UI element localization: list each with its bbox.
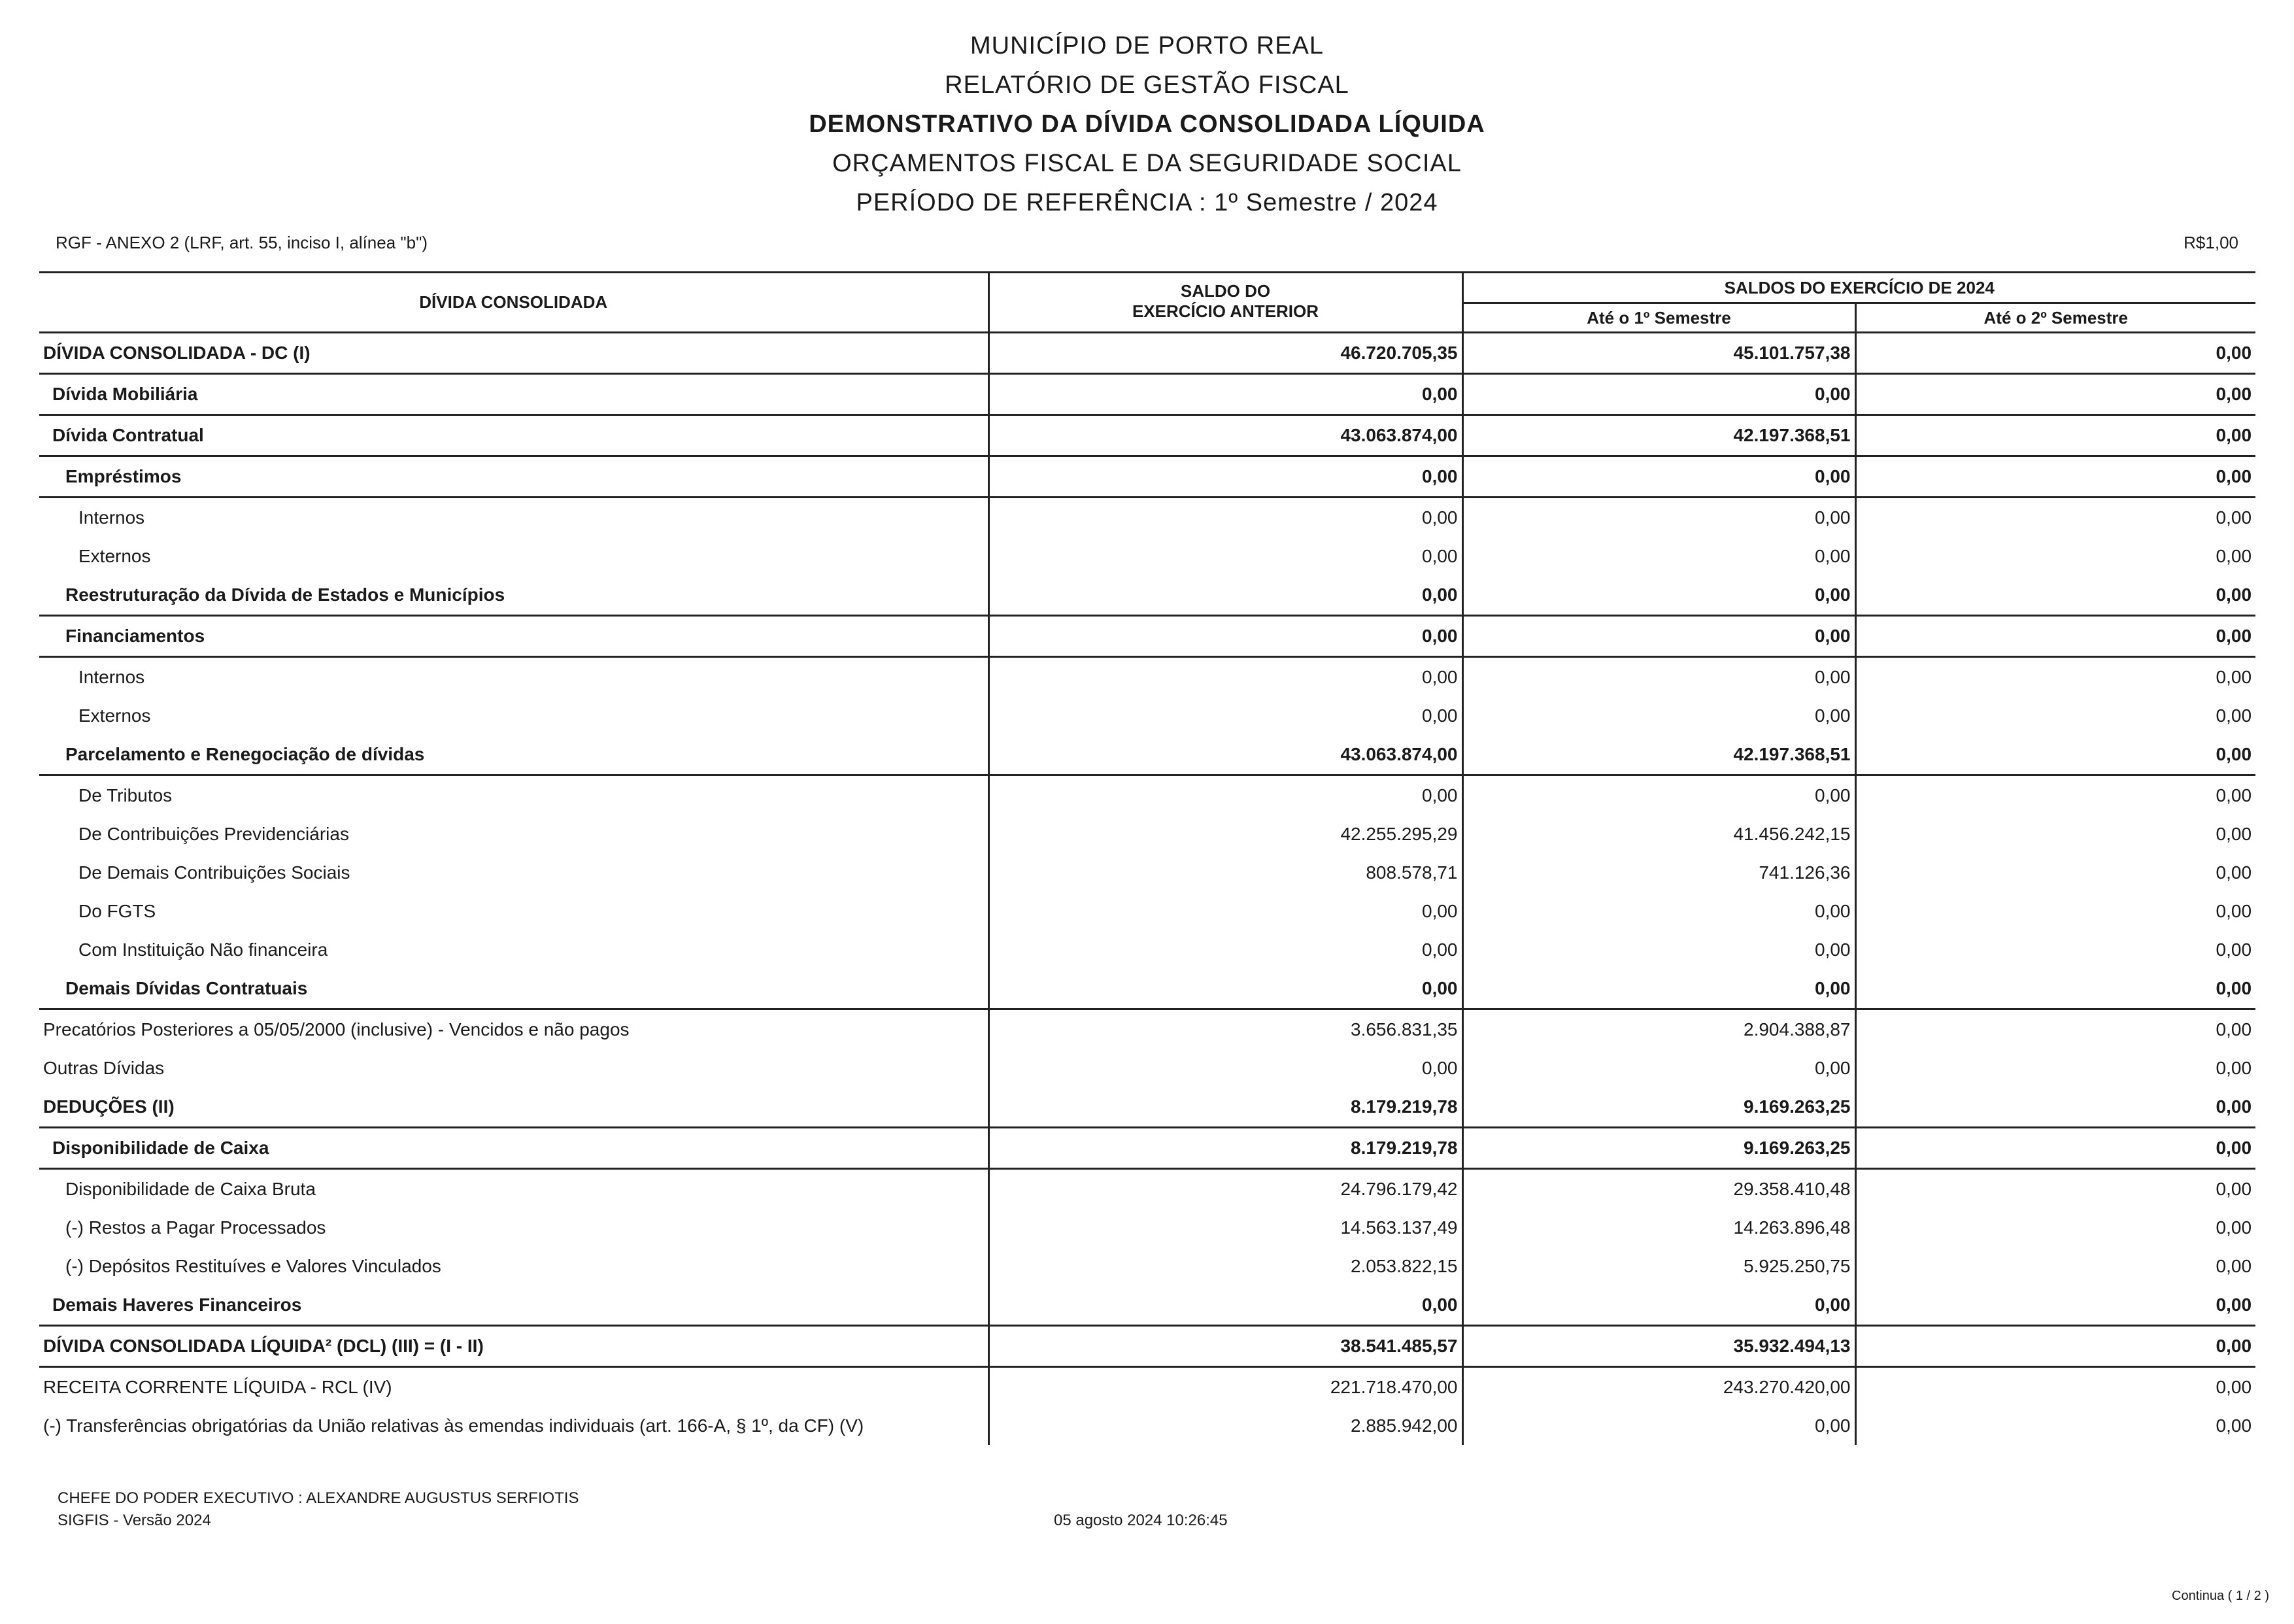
saldo-anterior-value: 43.063.874,00	[988, 415, 1462, 456]
ate-2-semestre-value: 0,00	[1855, 616, 2255, 657]
header-divida: DÍVIDA CONSOLIDADA	[39, 273, 988, 333]
ate-1-semestre-value: 42.197.368,51	[1462, 415, 1855, 456]
ate-1-semestre-value: 35.932.494,13	[1462, 1326, 1855, 1367]
table-row	[39, 735, 2255, 775]
debt-table	[39, 271, 2255, 1445]
saldo-anterior-value: 8.179.219,78	[988, 1128, 1462, 1169]
reference-period: PERÍODO DE REFERÊNCIA : 1º Semestre / 2024	[856, 189, 1438, 216]
row-label: De Tributos	[39, 775, 988, 815]
saldo-anterior-value: 0,00	[988, 696, 1462, 735]
row-label: Demais Haveres Financeiros	[39, 1285, 988, 1326]
saldo-anterior-value: 0,00	[988, 930, 1462, 969]
saldo-anterior-value: 0,00	[988, 575, 1462, 616]
saldo-anterior-value: 0,00	[988, 1049, 1462, 1087]
saldo-anterior-value: 0,00	[988, 616, 1462, 657]
saldo-anterior-value: 0,00	[988, 374, 1462, 415]
table-row	[39, 892, 2255, 930]
row-label: Reestruturação da Dívida de Estados e Municípios	[39, 575, 988, 616]
ate-2-semestre-value: 0,00	[1855, 775, 2255, 815]
saldo-anterior-value: 8.179.219,78	[988, 1087, 1462, 1128]
table-row	[39, 930, 2255, 969]
ate-1-semestre-value: 9.169.263,25	[1462, 1087, 1855, 1128]
row-label: Outras Dívidas	[39, 1049, 988, 1087]
table-row	[39, 696, 2255, 735]
saldo-anterior-value: 0,00	[988, 892, 1462, 930]
budget-subtitle: ORÇAMENTOS FISCAL E DA SEGURIDADE SOCIAL	[832, 150, 1462, 177]
ate-2-semestre-value: 0,00	[1855, 575, 2255, 616]
ate-2-semestre-value: 0,00	[1855, 1009, 2255, 1049]
table-row	[39, 456, 2255, 498]
row-label: (-) Depósitos Restituíves e Valores Vinculados	[39, 1247, 988, 1285]
saldo-anterior-value: 0,00	[988, 498, 1462, 537]
saldo-anterior-value: 3.656.831,35	[988, 1009, 1462, 1049]
ate-1-semestre-value: 0,00	[1462, 969, 1855, 1009]
row-label: DÍVIDA CONSOLIDADA - DC (I)	[39, 333, 988, 374]
ate-2-semestre-value: 0,00	[1855, 853, 2255, 892]
ate-1-semestre-value: 14.263.896,48	[1462, 1208, 1855, 1247]
ate-2-semestre-value: 0,00	[1855, 657, 2255, 697]
report-header	[0, 26, 2294, 222]
ate-2-semestre-value: 0,00	[1855, 1128, 2255, 1169]
page-continuation: Continua ( 1 / 2 )	[2172, 1589, 2269, 1603]
executive-chief: CHEFE DO PODER EXECUTIVO : ALEXANDRE AUGUSTUS SERFIOTIS	[58, 1489, 579, 1507]
row-label: Precatórios Posteriores a 05/05/2000 (inclusive) - Vencidos e não pagos	[39, 1009, 988, 1049]
ate-1-semestre-value: 41.456.242,15	[1462, 815, 1855, 853]
ate-1-semestre-value: 5.925.250,75	[1462, 1247, 1855, 1285]
row-label: Parcelamento e Renegociação de dívidas	[39, 735, 988, 775]
ate-2-semestre-value: 0,00	[1855, 1087, 2255, 1128]
ate-1-semestre-value: 0,00	[1462, 456, 1855, 498]
row-label: De Contribuições Previdenciárias	[39, 815, 988, 853]
ate-1-semestre-value: 42.197.368,51	[1462, 735, 1855, 775]
ate-1-semestre-value: 0,00	[1462, 1049, 1855, 1087]
ate-2-semestre-value: 0,00	[1855, 333, 2255, 374]
ate-1-semestre-value: 0,00	[1462, 1406, 1855, 1445]
row-label: (-) Restos a Pagar Processados	[39, 1208, 988, 1247]
ate-2-semestre-value: 0,00	[1855, 892, 2255, 930]
ate-2-semestre-value: 0,00	[1855, 374, 2255, 415]
ate-1-semestre-value: 0,00	[1462, 374, 1855, 415]
table-row	[39, 575, 2255, 616]
ate-2-semestre-value: 0,00	[1855, 735, 2255, 775]
saldo-anterior-value: 2.053.822,15	[988, 1247, 1462, 1285]
saldo-anterior-value: 0,00	[988, 969, 1462, 1009]
ate-2-semestre-value: 0,00	[1855, 1285, 2255, 1326]
table-row	[39, 1367, 2255, 1407]
header-saldo-line1: SALDO DO	[1180, 281, 1271, 301]
row-label: Empréstimos	[39, 456, 988, 498]
saldo-anterior-value: 2.885.942,00	[988, 1406, 1462, 1445]
table-row	[39, 415, 2255, 456]
table-row	[39, 616, 2255, 657]
ate-1-semestre-value: 741.126,36	[1462, 853, 1855, 892]
ate-2-semestre-value: 0,00	[1855, 1208, 2255, 1247]
ate-2-semestre-value: 0,00	[1855, 456, 2255, 498]
ate-1-semestre-value: 0,00	[1462, 696, 1855, 735]
header-saldos-exercicio: SALDOS DO EXERCÍCIO DE 2024	[1462, 273, 2255, 303]
saldo-anterior-value: 0,00	[988, 775, 1462, 815]
table-row	[39, 1285, 2255, 1326]
row-label: Internos	[39, 657, 988, 697]
table-row	[39, 775, 2255, 815]
saldo-anterior-value: 24.796.179,42	[988, 1169, 1462, 1209]
ate-1-semestre-value: 0,00	[1462, 498, 1855, 537]
row-label: Com Instituição Não financeira	[39, 930, 988, 969]
ate-1-semestre-value: 0,00	[1462, 930, 1855, 969]
ate-2-semestre-value: 0,00	[1855, 1247, 2255, 1285]
ate-1-semestre-value: 0,00	[1462, 775, 1855, 815]
table-row	[39, 1406, 2255, 1445]
row-label: Dívida Contratual	[39, 415, 988, 456]
row-label: Externos	[39, 537, 988, 575]
saldo-anterior-value: 38.541.485,57	[988, 1326, 1462, 1367]
table-row	[39, 853, 2255, 892]
table-row	[39, 657, 2255, 697]
table-row	[39, 969, 2255, 1009]
ate-2-semestre-value: 0,00	[1855, 415, 2255, 456]
table-row	[39, 1208, 2255, 1247]
currency-unit: R$1,00	[2184, 233, 2238, 252]
ate-2-semestre-value: 0,00	[1855, 498, 2255, 537]
row-label: Do FGTS	[39, 892, 988, 930]
generated-date: 05 agosto 2024 10:26:45	[1054, 1512, 1228, 1529]
ate-2-semestre-value: 0,00	[1855, 1367, 2255, 1407]
ate-1-semestre-value: 45.101.757,38	[1462, 333, 1855, 374]
ate-1-semestre-value: 0,00	[1462, 892, 1855, 930]
table-row	[39, 537, 2255, 575]
ate-2-semestre-value: 0,00	[1855, 1169, 2255, 1209]
table-row	[39, 1326, 2255, 1367]
ate-2-semestre-value: 0,00	[1855, 815, 2255, 853]
row-label: Financiamentos	[39, 616, 988, 657]
ate-1-semestre-value: 0,00	[1462, 1285, 1855, 1326]
saldo-anterior-value: 221.718.470,00	[988, 1367, 1462, 1407]
row-label: DEDUÇÕES (II)	[39, 1087, 988, 1128]
ate-2-semestre-value: 0,00	[1855, 1326, 2255, 1367]
table-row	[39, 1087, 2255, 1128]
table-row	[39, 333, 2255, 374]
annex-reference: RGF - ANEXO 2 (LRF, art. 55, inciso I, alínea "b")	[56, 233, 428, 252]
row-label: (-) Transferências obrigatórias da União relativas às emendas individuais (art. 166-A, § 1º, da CF) (V)	[39, 1406, 988, 1445]
row-label: Disponibilidade de Caixa Bruta	[39, 1169, 988, 1209]
saldo-anterior-value: 42.255.295,29	[988, 815, 1462, 853]
row-label: Dívida Mobiliária	[39, 374, 988, 415]
table-row	[39, 815, 2255, 853]
saldo-anterior-value: 0,00	[988, 537, 1462, 575]
saldo-anterior-value: 0,00	[988, 1285, 1462, 1326]
statement-title: DEMONSTRATIVO DA DÍVIDA CONSOLIDADA LÍQUIDA	[809, 110, 1485, 138]
table-row	[39, 374, 2255, 415]
table-row	[39, 1049, 2255, 1087]
saldo-anterior-value: 0,00	[988, 657, 1462, 697]
saldo-anterior-value: 46.720.705,35	[988, 333, 1462, 374]
row-label: Disponibilidade de Caixa	[39, 1128, 988, 1169]
table-row	[39, 1247, 2255, 1285]
header-ate-2-semestre: Até o 2º Semestre	[1855, 303, 2255, 333]
ate-2-semestre-value: 0,00	[1855, 1406, 2255, 1445]
table-row	[39, 498, 2255, 537]
row-label: De Demais Contribuições Sociais	[39, 853, 988, 892]
ate-2-semestre-value: 0,00	[1855, 1049, 2255, 1087]
system-version: SIGFIS - Versão 2024	[58, 1512, 211, 1529]
ate-1-semestre-value: 2.904.388,87	[1462, 1009, 1855, 1049]
row-label: Internos	[39, 498, 988, 537]
table-row	[39, 1169, 2255, 1209]
municipality-title: MUNICÍPIO DE PORTO REAL	[970, 32, 1324, 59]
ate-1-semestre-value: 0,00	[1462, 537, 1855, 575]
saldo-anterior-value: 808.578,71	[988, 853, 1462, 892]
table-row	[39, 1128, 2255, 1169]
header-saldo-anterior	[988, 273, 1462, 333]
saldo-anterior-value: 14.563.137,49	[988, 1208, 1462, 1247]
ate-2-semestre-value: 0,00	[1855, 930, 2255, 969]
saldo-anterior-value: 0,00	[988, 456, 1462, 498]
ate-2-semestre-value: 0,00	[1855, 537, 2255, 575]
ate-1-semestre-value: 0,00	[1462, 616, 1855, 657]
row-label: DÍVIDA CONSOLIDADA LÍQUIDA² (DCL) (III) = (I - II)	[39, 1326, 988, 1367]
header-ate-1-semestre: Até o 1º Semestre	[1462, 303, 1855, 333]
row-label: RECEITA CORRENTE LÍQUIDA - RCL (IV)	[39, 1367, 988, 1407]
saldo-anterior-value: 43.063.874,00	[988, 735, 1462, 775]
ate-1-semestre-value: 29.358.410,48	[1462, 1169, 1855, 1209]
ate-1-semestre-value: 9.169.263,25	[1462, 1128, 1855, 1169]
ate-2-semestre-value: 0,00	[1855, 696, 2255, 735]
table-row	[39, 1009, 2255, 1049]
ate-1-semestre-value: 0,00	[1462, 575, 1855, 616]
row-label: Externos	[39, 696, 988, 735]
ate-2-semestre-value: 0,00	[1855, 969, 2255, 1009]
row-label: Demais Dívidas Contratuais	[39, 969, 988, 1009]
ate-1-semestre-value: 243.270.420,00	[1462, 1367, 1855, 1407]
report-title: RELATÓRIO DE GESTÃO FISCAL	[945, 71, 1349, 99]
ate-1-semestre-value: 0,00	[1462, 657, 1855, 697]
header-saldo-line2: EXERCÍCIO ANTERIOR	[1132, 301, 1319, 321]
